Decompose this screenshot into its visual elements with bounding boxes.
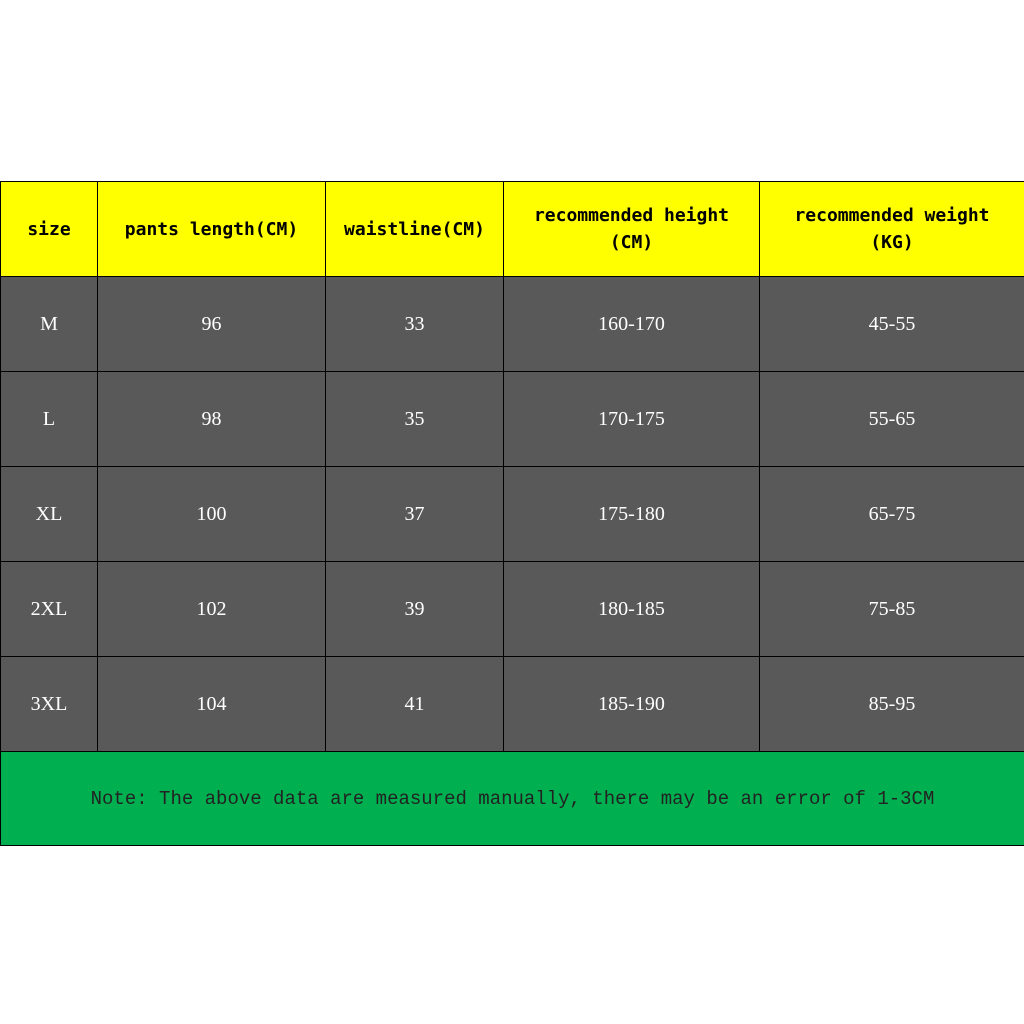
note-row — [1, 752, 1024, 846]
header-recommended-weight — [760, 182, 1024, 277]
cell-pants-length: 102 — [98, 562, 326, 657]
cell-pants-length: 100 — [98, 467, 326, 562]
cell-recommended-weight: 85-95 — [760, 657, 1024, 752]
cell-size: XL — [1, 467, 98, 562]
cell-recommended-height: 175-180 — [504, 467, 760, 562]
cell-recommended-weight: 55-65 — [760, 372, 1024, 467]
header-recommended-height-unit: (CM) — [609, 232, 654, 253]
header-recommended-weight-unit: (KG) — [870, 232, 914, 253]
cell-recommended-weight: 45-55 — [760, 277, 1024, 372]
table-row — [1, 372, 1024, 467]
cell-recommended-height: 170-175 — [504, 372, 760, 467]
cell-waistline: 41 — [326, 657, 504, 752]
cell-pants-length: 98 — [98, 372, 326, 467]
header-row — [1, 182, 1024, 277]
cell-recommended-height: 180-185 — [504, 562, 760, 657]
cell-waistline: 39 — [326, 562, 504, 657]
cell-waistline: 33 — [326, 277, 504, 372]
cell-pants-length: 96 — [98, 277, 326, 372]
cell-recommended-height: 185-190 — [504, 657, 760, 752]
header-pants-length — [98, 182, 326, 277]
header-pants-length-label: pants length(CM) — [124, 218, 299, 240]
cell-size: L — [1, 372, 98, 467]
table-row — [1, 657, 1024, 752]
cell-size: M — [1, 277, 98, 372]
header-recommended-height — [504, 182, 760, 277]
header-size — [1, 182, 98, 277]
cell-waistline: 37 — [326, 467, 504, 562]
cell-size: 2XL — [1, 562, 98, 657]
measurement-note: Note: The above data are measured manually, there may be an error of 1-3CM — [1, 752, 1024, 846]
header-waistline — [326, 182, 504, 277]
header-recommended-height-label: recommended height — [533, 205, 730, 226]
cell-waistline: 35 — [326, 372, 504, 467]
size-chart-table — [0, 181, 1024, 846]
cell-size: 3XL — [1, 657, 98, 752]
table-row — [1, 562, 1024, 657]
cell-recommended-weight: 65-75 — [760, 467, 1024, 562]
cell-pants-length: 104 — [98, 657, 326, 752]
table-row — [1, 277, 1024, 372]
cell-recommended-weight: 75-85 — [760, 562, 1024, 657]
header-size-label: size — [27, 218, 71, 240]
header-recommended-weight-label: recommended weight — [794, 205, 990, 226]
header-waistline-label: waistline(CM) — [344, 218, 485, 240]
table-row — [1, 467, 1024, 562]
cell-recommended-height: 160-170 — [504, 277, 760, 372]
